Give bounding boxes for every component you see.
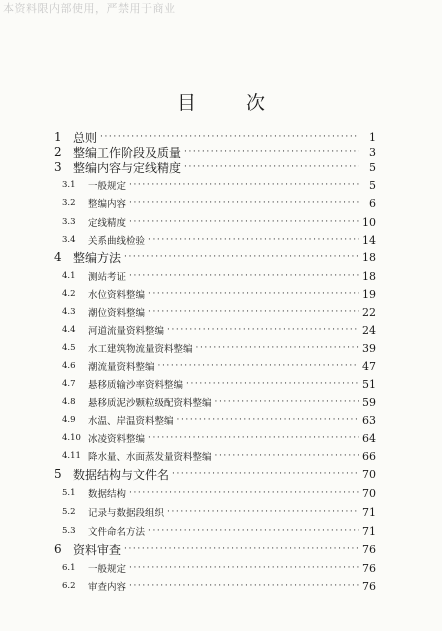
dot-leader [129,484,359,502]
toc-entry-page-number: 18 [362,269,376,283]
toc-entry-page-number: 22 [362,305,376,319]
toc-entry-label: 水工建筑物流量资料整编 [88,344,193,355]
toc-entry-page-number: 1 [369,130,376,144]
toc-entry-page-number: 14 [362,233,376,247]
dot-leader [167,503,359,521]
toc-entry[interactable] [62,559,376,577]
toc-entry-label: 数据结构与文件名 [73,467,170,482]
toc-entry[interactable] [62,375,376,393]
toc-entry-label: 整编方法 [73,250,122,265]
toc-entry-label: 整编内容与定线精度 [73,160,182,175]
toc-entry[interactable] [62,393,376,411]
toc-entry-number: 4.1 [62,271,76,281]
dot-leader [196,339,359,357]
toc-entry-page-number: 66 [362,449,376,463]
toc-entry[interactable] [62,194,376,212]
toc-entry-label: 记录与数据段组织 [88,508,165,519]
toc-entry-number: 3.2 [62,198,76,208]
toc-entry-number: 6.1 [62,563,76,573]
toc-entry[interactable] [62,267,376,285]
toc-entry-page-number: 19 [362,287,376,301]
toc-entry-number: 6.2 [62,581,76,591]
toc-entry-number: 5 [54,467,62,481]
dot-leader [124,540,359,558]
dot-leader [167,321,359,339]
toc-entry-number: 3.1 [62,180,76,190]
toc-entry-number: 1 [54,130,62,144]
toc-entry-number: 3.4 [62,235,76,245]
toc-entry[interactable] [54,248,376,266]
toc-entry-page-number: 5 [369,178,376,192]
toc-entry[interactable] [62,429,376,447]
toc-entry-number: 4.3 [62,307,76,317]
toc-entry-label: 关系曲线检验 [88,236,146,247]
toc-entry[interactable] [62,577,376,595]
dot-leader [129,267,359,285]
dot-leader [124,248,359,266]
toc-entry-page-number: 51 [362,377,376,391]
toc-entry-label: 审查内容 [88,582,127,593]
toc-entry-number: 4.8 [62,397,76,407]
dot-leader [215,447,359,465]
dot-leader [148,231,359,249]
toc-entry[interactable] [62,339,376,357]
toc-entry-label: 数据结构 [88,489,127,500]
dot-leader [129,559,359,577]
toc-entry-number: 5.2 [62,507,76,517]
toc-entry-page-number: 24 [362,323,376,337]
toc-entry-number: 5.3 [62,526,76,536]
toc-entry[interactable] [62,213,376,231]
toc-entry-page-number: 6 [369,196,376,210]
toc-entry-number: 5.1 [62,488,76,498]
toc-entry-page-number: 76 [362,542,376,556]
toc-entry-label: 悬移质输沙率资料整编 [88,380,184,391]
dot-leader [186,375,359,393]
toc-entry-label: 悬移质泥沙颗粒级配资料整编 [88,398,212,409]
dot-leader [129,194,359,212]
toc-entry-label: 水位资料整编 [88,290,146,301]
toc-entry-number: 4 [54,250,62,264]
toc-entry-page-number: 70 [362,486,376,500]
toc-entry-number: 4.6 [62,361,76,371]
toc-entry-number: 3.3 [62,217,76,227]
dot-leader [129,176,359,194]
watermark-text: 本资料限内部使用，严禁用于商业 [3,2,176,15]
toc-entry-page-number: 76 [362,579,376,593]
toc-entry-page-number: 71 [362,524,376,538]
toc-entry[interactable] [54,540,376,558]
dot-leader [184,158,359,176]
toc-entry[interactable] [62,484,376,502]
dot-leader [148,303,359,321]
toc-entry-label: 潮位资料整编 [88,308,146,319]
toc-entry-label: 文件命名方法 [88,527,146,538]
toc-entry-page-number: 5 [369,160,376,174]
toc-entry-page-number: 76 [362,561,376,575]
toc-entry-label: 资料审查 [73,542,122,557]
toc-entry[interactable] [62,285,376,303]
dot-leader [148,285,359,303]
page-title: 目 次 [176,92,288,114]
toc-entry[interactable] [62,176,376,194]
dot-leader [129,213,359,231]
toc-entry[interactable] [62,447,376,465]
toc-entry-number: 4.11 [62,451,81,461]
toc-entry-label: 测站考证 [88,272,127,283]
toc-entry-number: 4.5 [62,343,76,353]
toc-entry-number: 4.10 [62,433,81,443]
toc-entry[interactable] [54,158,376,176]
toc-entry-label: 降水量、水面蒸发量资料整编 [88,452,212,463]
toc-entry-number: 2 [54,145,62,159]
toc-entry-number: 6 [54,542,62,556]
toc-entry-page-number: 3 [369,145,376,159]
toc-entry-number: 4.4 [62,325,76,335]
toc-entry-page-number: 70 [362,467,376,481]
toc-entry[interactable] [62,303,376,321]
dot-leader [148,429,359,447]
dot-leader [177,411,359,429]
toc-entry-number: 4.7 [62,379,76,389]
dot-leader [158,357,359,375]
toc-entry-label: 河道流量资料整编 [88,326,165,337]
toc-entry-label: 一般规定 [88,564,127,575]
toc-entry-page-number: 47 [362,359,376,373]
toc-entry-page-number: 10 [362,215,376,229]
dot-leader [215,393,359,411]
toc-entry-label: 潮流量资料整编 [88,362,155,373]
toc-entry[interactable] [54,465,376,483]
toc-entry[interactable] [62,411,376,429]
toc-entry-label: 水温、岸温资料整编 [88,416,174,427]
toc-entry[interactable] [62,503,376,521]
toc-entry-page-number: 64 [362,431,376,445]
toc-entry-number: 4.9 [62,415,76,425]
toc-entry-page-number: 39 [362,341,376,355]
toc-entry-page-number: 63 [362,413,376,427]
dot-leader [148,522,359,540]
toc-entry[interactable] [62,231,376,249]
toc-entry-label: 定线精度 [88,218,127,229]
toc-entry[interactable] [62,357,376,375]
dot-leader [172,465,359,483]
toc-entry-label: 整编工作阶段及质量 [73,145,182,160]
toc-entry-number: 4.2 [62,289,76,299]
toc-entry-page-number: 59 [362,395,376,409]
toc-entry-page-number: 71 [362,505,376,519]
toc-entry-label: 总则 [73,130,98,145]
toc-entry-number: 3 [54,160,62,174]
dot-leader [129,577,359,595]
toc-entry-page-number: 18 [362,250,376,264]
toc-entry-label: 整编内容 [88,199,127,210]
toc-entry-label: 一般规定 [88,181,127,192]
toc-entry[interactable] [62,522,376,540]
toc-entry[interactable] [62,321,376,339]
toc-entry-label: 冰凌资料整编 [88,434,146,445]
